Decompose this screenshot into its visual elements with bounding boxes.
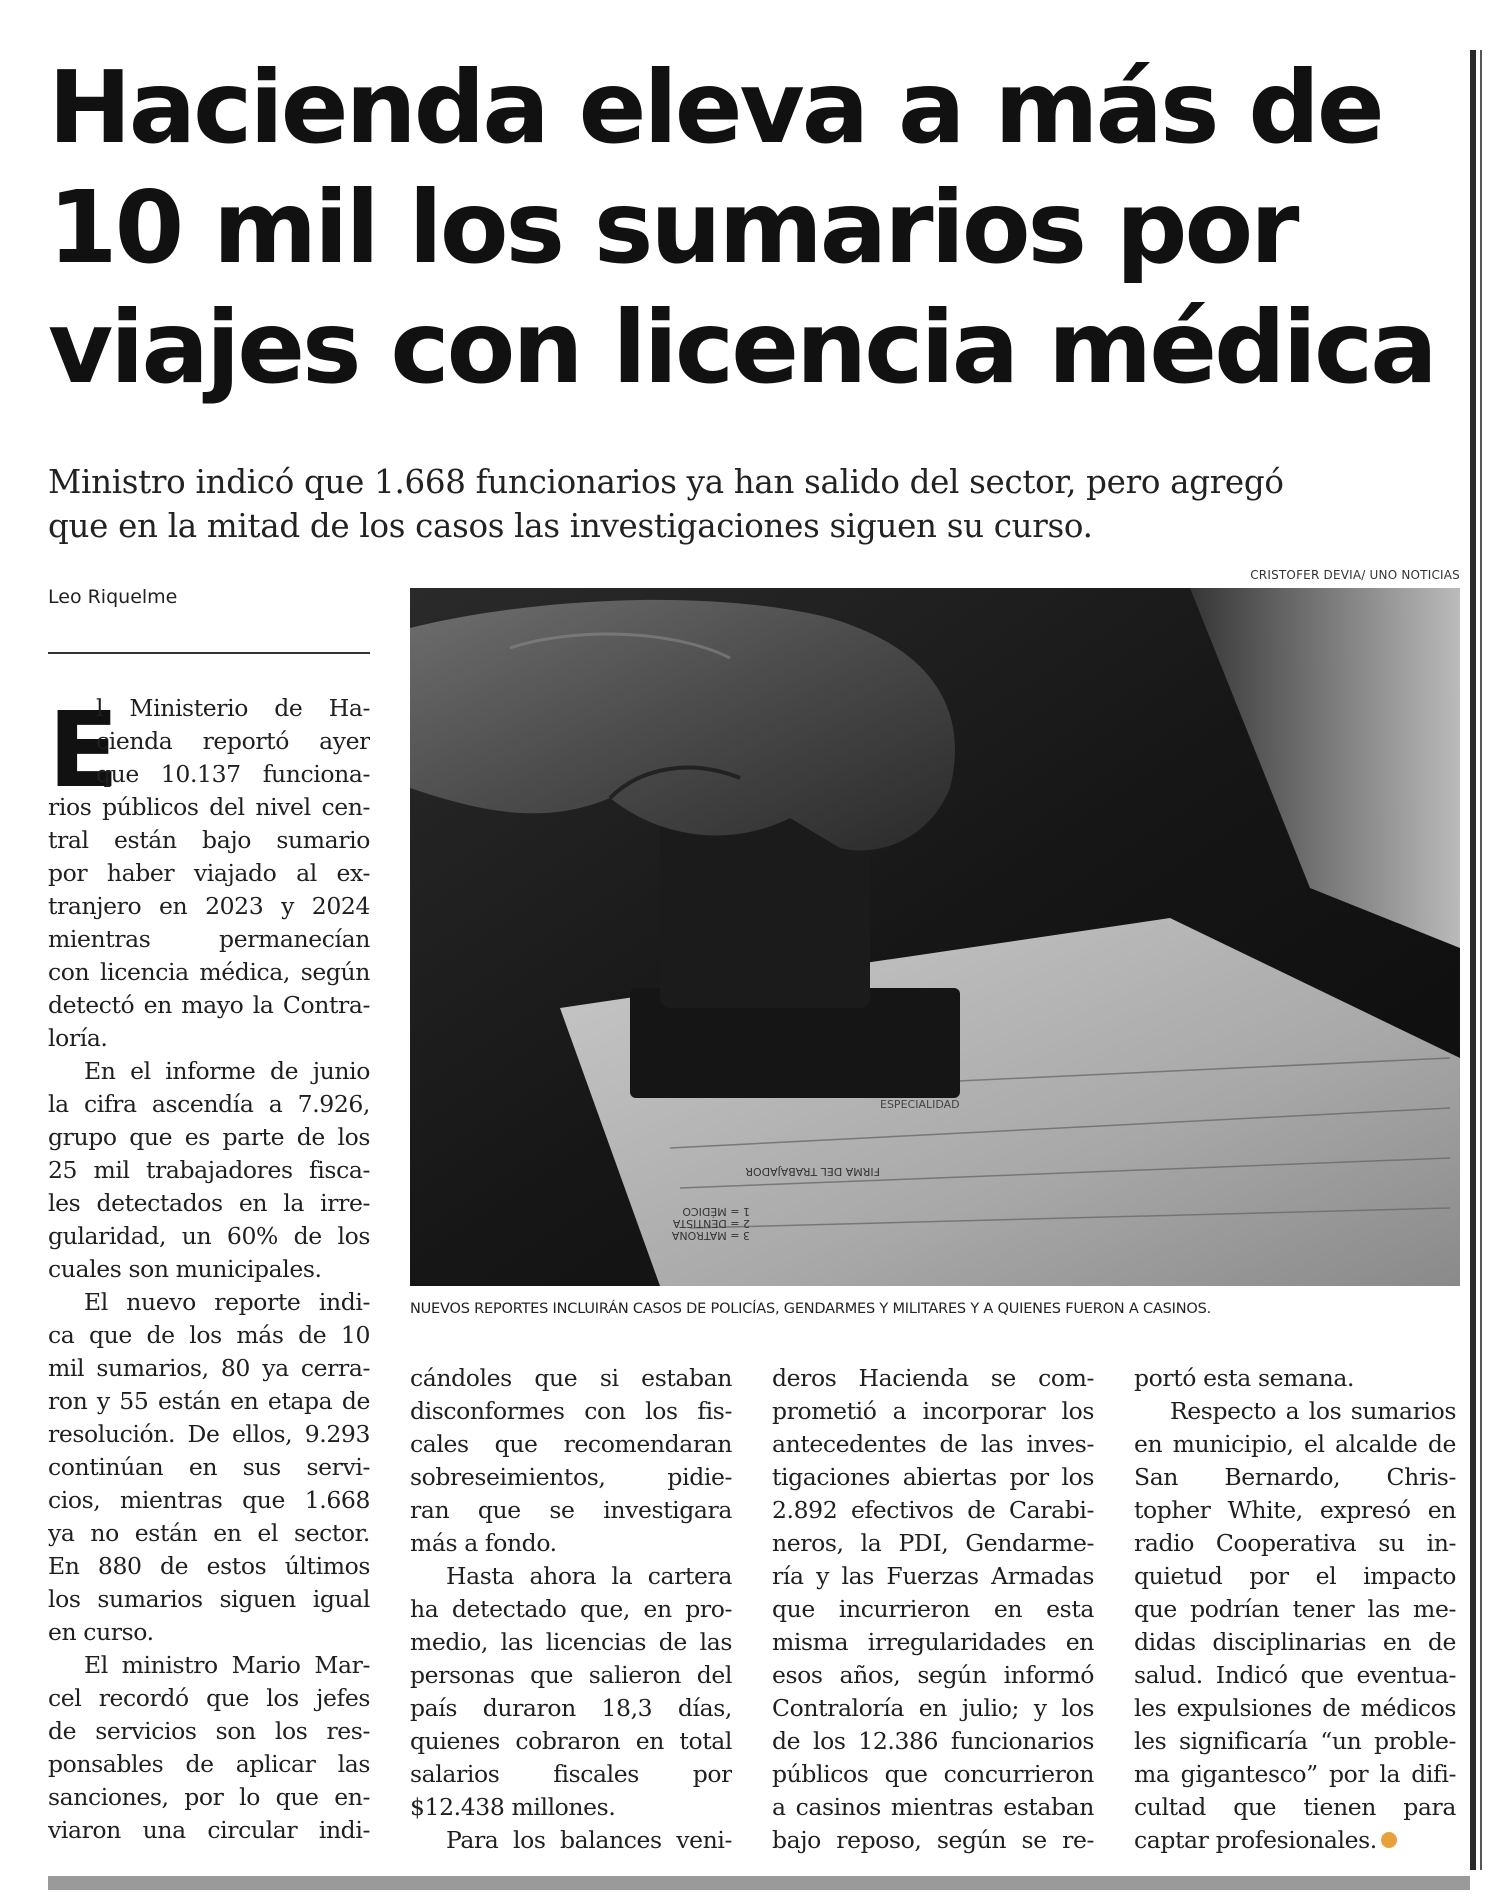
text-line: a casinos mientras estaban xyxy=(772,1793,1094,1821)
right-column-rule xyxy=(1470,50,1476,1870)
subheadline xyxy=(48,460,1468,548)
text-line: En 880 de estos últimos xyxy=(48,1552,370,1580)
text-line: misma irregularidades en xyxy=(772,1628,1094,1656)
text-line: gularidad, un 60% de los xyxy=(48,1222,370,1250)
text-line: ría y las Fuerzas Armadas xyxy=(772,1562,1094,1590)
text-line: les expulsiones de médicos xyxy=(1134,1694,1456,1722)
text-line: públicos que concurrieron xyxy=(772,1760,1094,1788)
text-line: radio Cooperativa su in- xyxy=(1134,1529,1456,1557)
subheadline-line: Ministro indicó que 1.668 funcionarios ya han salido del sector, pero agregó xyxy=(48,463,1284,501)
article-column-3 xyxy=(772,1362,1094,1857)
text-line: tral están bajo sumario xyxy=(48,826,370,854)
text-line: ya no están en el sector. xyxy=(48,1519,370,1547)
text-line: San Bernardo, Chris- xyxy=(1134,1463,1456,1491)
text-line: cel recordó que los jefes xyxy=(48,1684,370,1712)
headline-line: viajes con licencia médica xyxy=(48,289,1435,406)
byline-divider xyxy=(48,652,370,654)
text-line: cales que recomendaran xyxy=(410,1430,732,1458)
document-text-matrona: 3 = MATRONA xyxy=(671,1229,750,1242)
text-line-final xyxy=(1134,1824,1456,1857)
text-line: por haber viajado al ex- xyxy=(48,859,370,887)
text-line: continúan en sus servi- xyxy=(48,1453,370,1481)
text-line: que incurrieron en esta xyxy=(772,1595,1094,1623)
text-line: detectó en mayo la Contra- xyxy=(48,991,370,1019)
text-line: Hasta ahora la cartera xyxy=(446,1562,732,1590)
text-line: Para los balances veni- xyxy=(446,1826,732,1854)
bottom-rule xyxy=(48,1876,1470,1890)
text-line: El nuevo reporte indi- xyxy=(84,1288,370,1316)
article-column-4 xyxy=(1134,1362,1456,1857)
text-line: medio, las licencias de las xyxy=(410,1628,732,1656)
text-line: la cifra ascendía a 7.926, xyxy=(48,1090,370,1118)
text-line: cios, mientras que 1.668 xyxy=(48,1486,370,1514)
text-line: bajo reposo, según se re- xyxy=(772,1826,1094,1854)
text-line: les detectados en la irre- xyxy=(48,1189,370,1217)
text-line: mientras permanecían xyxy=(48,925,370,953)
headline-line: Hacienda eleva a más de xyxy=(48,49,1382,166)
text-line: deros Hacienda se com- xyxy=(772,1364,1094,1392)
document-text-medico: 1 = MÉDICO xyxy=(682,1205,750,1218)
text-line: resolución. De ellos, 9.293 xyxy=(48,1420,370,1448)
text-line: salud. Indicó que eventua- xyxy=(1134,1661,1456,1689)
news-photo xyxy=(410,588,1460,1286)
byline: Leo Riquelme xyxy=(48,586,178,608)
text-line: Respecto a los sumarios xyxy=(1170,1397,1456,1425)
document-text-firma: FIRMA DEL TRABAJADOR xyxy=(745,1165,880,1178)
text-line: tranjero en 2023 y 2024 xyxy=(48,892,370,920)
text-line: didas disciplinarias en de xyxy=(1134,1628,1456,1656)
text-line: país duraron 18,3 días, xyxy=(410,1694,732,1722)
text-line: de los 12.386 funcionarios xyxy=(772,1727,1094,1755)
text-line: cultad que tienen para xyxy=(1134,1793,1456,1821)
headline-line: 10 mil los sumarios por xyxy=(48,169,1297,286)
text-line: ran que se investigara xyxy=(410,1496,732,1524)
text-line: ha detectado que, en pro- xyxy=(410,1595,732,1623)
text-line: que 10.137 funciona- xyxy=(96,760,370,788)
text-line: En el informe de junio xyxy=(84,1057,370,1085)
document-text-especialidad: ESPECIALIDAD xyxy=(880,1098,960,1111)
article-column-1 xyxy=(48,689,370,1847)
text-line: con licencia médica, según xyxy=(48,958,370,986)
photo-stamp-on-document xyxy=(410,588,1460,1286)
text-line: los sumarios siguen igual xyxy=(48,1585,370,1613)
text-line: El ministro Mario Mar- xyxy=(84,1651,370,1679)
text-line: cándoles que si estaban xyxy=(410,1364,732,1392)
text-line: esos años, según informó xyxy=(772,1661,1094,1689)
text-line: cuales son municipales. xyxy=(48,1255,322,1283)
text-line: neros, la PDI, Gendarme- xyxy=(772,1529,1094,1557)
text-line: Contraloría en julio; y los xyxy=(772,1694,1094,1722)
text-line: rios públicos del nivel cen- xyxy=(48,793,370,821)
drop-cap: E xyxy=(48,689,120,811)
text-line: les significaría “un proble- xyxy=(1134,1727,1456,1755)
text-line: en municipio, el alcalde de xyxy=(1134,1430,1456,1458)
text-line: tigaciones abiertas por los xyxy=(772,1463,1094,1491)
text-line: l Ministerio de Ha- xyxy=(96,694,370,722)
text-line: loría. xyxy=(48,1024,108,1052)
text-line: que podrían tener las me- xyxy=(1134,1595,1456,1623)
text-line: ron y 55 están en etapa de xyxy=(48,1387,370,1415)
text-line: 25 mil trabajadores fisca- xyxy=(48,1156,370,1184)
text-line: mil sumarios, 80 ya cerra- xyxy=(48,1354,370,1382)
text-line: salarios fiscales por xyxy=(410,1760,732,1788)
text-line: portó esta semana. xyxy=(1134,1364,1355,1392)
text-line: disconformes con los fis- xyxy=(410,1397,732,1425)
text-line: ponsables de aplicar las xyxy=(48,1750,370,1778)
headline xyxy=(48,48,1468,408)
final-text: captar profesionales. xyxy=(1134,1826,1377,1854)
text-line: ca que de los más de 10 xyxy=(48,1321,370,1349)
document-text-dentista: 2 = DENTISTA xyxy=(672,1217,750,1230)
text-line: de servicios son los res- xyxy=(48,1717,370,1745)
text-line: antecedentes de las inves- xyxy=(772,1430,1094,1458)
text-line: quietud por el impacto xyxy=(1134,1562,1456,1590)
text-line: topher White, expresó en xyxy=(1134,1496,1456,1524)
text-line: viaron una circular indi- xyxy=(48,1816,370,1844)
text-line: en curso. xyxy=(48,1618,154,1646)
article-column-2 xyxy=(410,1362,732,1857)
right-column-rule-thin xyxy=(1480,50,1482,1870)
text-line: $12.438 millones. xyxy=(410,1793,616,1821)
photo-caption: NUEVOS REPORTES INCLUIRÁN CASOS DE POLICÍAS, GENDARMES Y MILITARES Y A QUIENES FUERON A CASINOS. xyxy=(410,1301,1211,1317)
text-line: prometió a incorporar los xyxy=(772,1397,1094,1425)
text-line: quienes cobraron en total xyxy=(410,1727,732,1755)
subheadline-line: que en la mitad de los casos las investigaciones siguen su curso. xyxy=(48,507,1093,545)
photo-credit: CRISTOFER DEVIA/ UNO NOTICIAS xyxy=(1250,568,1460,582)
text-line: cienda reportó ayer xyxy=(96,727,370,755)
text-line: 2.892 efectivos de Carabi- xyxy=(772,1496,1094,1524)
text-line: sobreseimientos, pidie- xyxy=(410,1463,732,1491)
text-line: personas que salieron del xyxy=(410,1661,732,1689)
text-line: ma gigantesco” por la difi- xyxy=(1134,1760,1456,1788)
text-line: más a fondo. xyxy=(410,1529,557,1557)
text-line: sanciones, por lo que en- xyxy=(48,1783,370,1811)
text-line: grupo que es parte de los xyxy=(48,1123,370,1151)
end-of-article-icon xyxy=(1381,1832,1397,1848)
